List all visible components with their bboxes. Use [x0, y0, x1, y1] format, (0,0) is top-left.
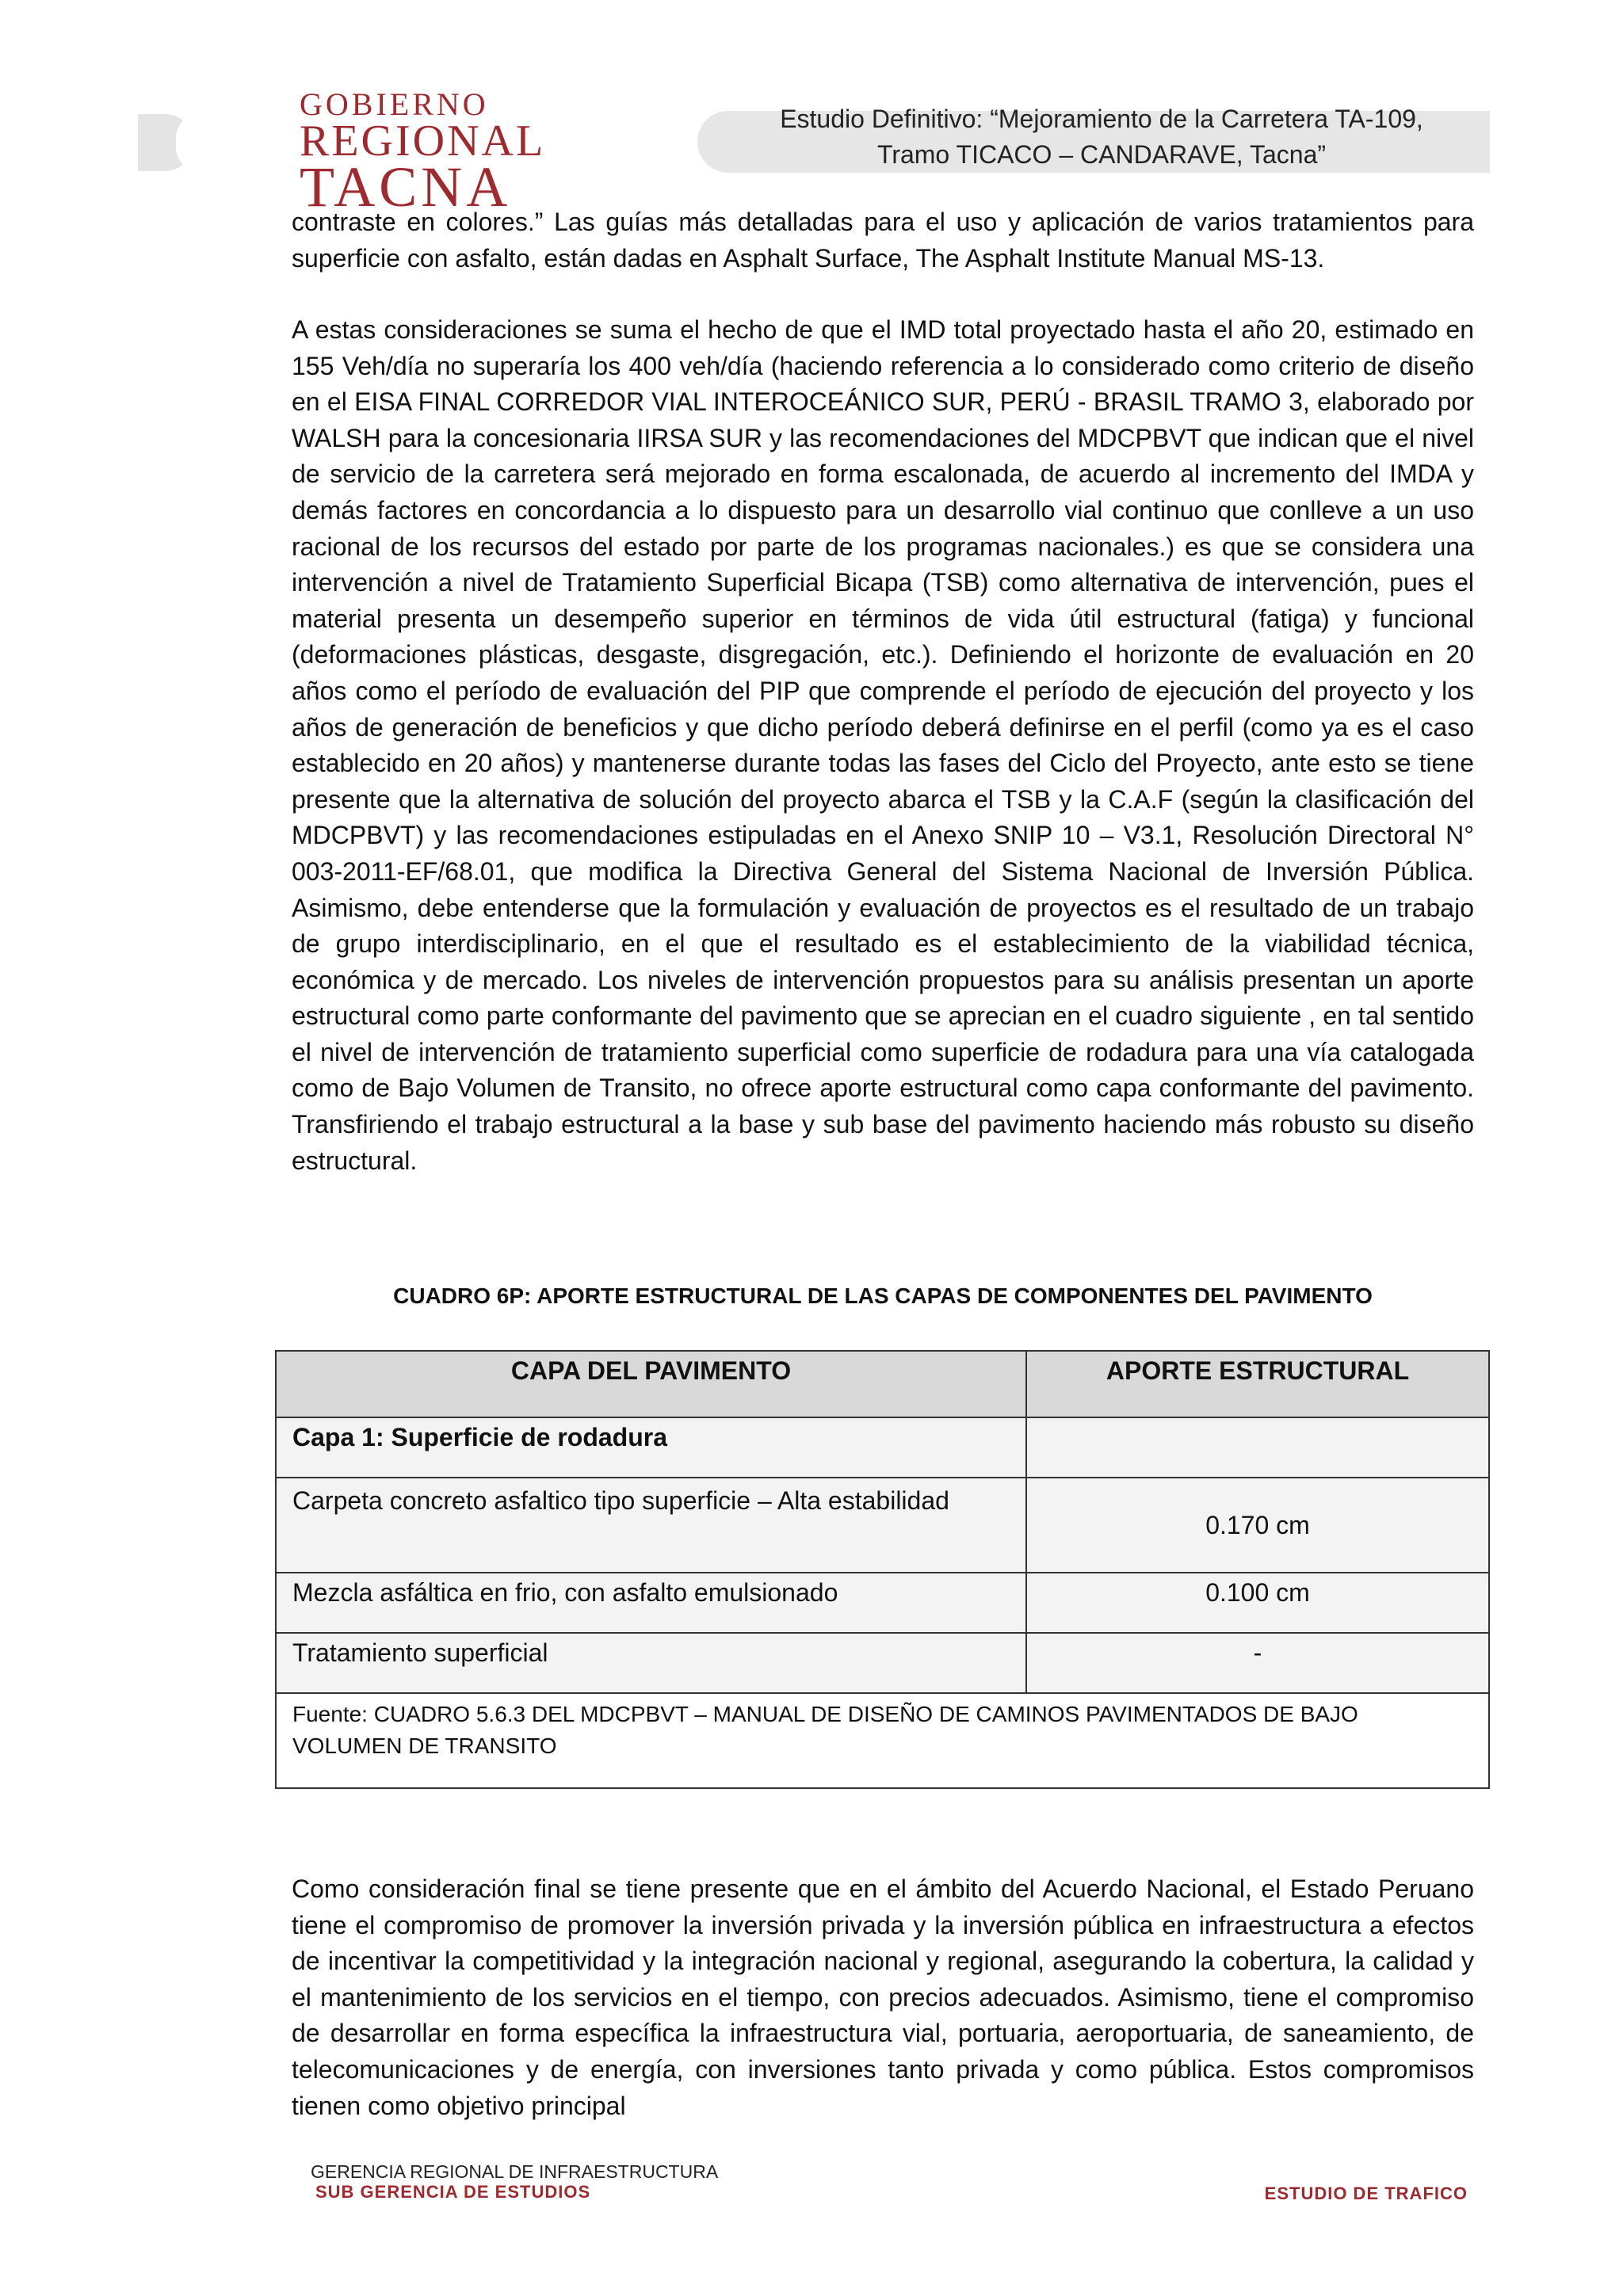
footer-gerencia: GERENCIA REGIONAL DE INFRAESTRUCTURA — [311, 2161, 719, 2182]
logo-line-1: GOBIERNO — [300, 86, 489, 122]
table-source-row — [276, 1693, 1489, 1788]
table-header-aporte: APORTE ESTRUCTURAL — [1026, 1351, 1489, 1417]
table-row — [276, 1417, 1489, 1478]
table-header-capa: CAPA DEL PAVIMENTO — [276, 1351, 1026, 1417]
header-band-left — [138, 114, 193, 171]
header-title-line-1: Estudio Definitivo: “Mejoramiento de la Carretera TA-109, — [780, 105, 1423, 133]
table-cell-capa: Tratamiento superficial — [276, 1633, 1026, 1693]
paragraph-2: A estas consideraciones se suma el hecho de que el IMD total proyectado hasta el año 20, estimado en 155 Veh/día no superaría los 400 veh/día (haciendo referencia a lo considerado como criterio de diseño en el EISA FINAL CORREDOR VIAL INTEROCEÁNICO SUR, PERÚ - BRASIL TRAMO 3, elaborado por WALSH para la concesionaria IIRSA SUR y las recomendaciones del MDCPBVT que indican que el nivel de servicio de la carretera será mejorado en forma escalonada, de acuerdo al incremento del IMDA y demás factores en concordancia a lo dispuesto para un desarrollo vial continuo que conlleve a un uso racional de los recursos del estado por parte de los programas nacionales.) es que se considera una intervención a nivel de Tratamiento Superficial Bicapa (TSB) como alternativa de intervención, pues el material presenta un desempeño superior en términos de vida útil estructural (fatiga) y funcional (deformaciones plásticas, desgaste, disgregación, etc.). Definiendo el horizonte de evaluación en 20 años como el período de evaluación del PIP que comprende el período de ejecución del proyecto y los años de generación de beneficios y que dicho período deberá definirse en el perfil (como ya es el caso establecido en 20 años) y mantenerse durante todas las fases del Ciclo del Proyecto, ante esto se tiene presente que la alternativa de solución del proyecto abarca el TSB y la C.A.F (según la clasificación del MDCPBVT) y las recomendaciones estipuladas en el Anexo SNIP 10 – V3.1, Resolución Directoral N° 003-2011-EF/68.01, que modifica la Directiva General del Sistema Nacional de Inversión Pública. Asimismo, debe entenderse que la formulación y evaluación de proyectos es el resultado de un trabajo de grupo interdisciplinario, en el que el resultado es el establecimiento de la viabilidad técnica, económica y de mercado. Los niveles de intervención propuestos para su análisis presentan un aporte estructural como parte conformante del pavimento que se aprecian en el cuadro siguiente , en tal sentido el nivel de intervención de tratamiento superficial como superficie de rodadura para una vía catalogada como de Bajo Volumen de Transito, no ofrece aporte estructural como capa conformante del pavimento. Transfiriendo el trabajo estructural a la base y sub base del pavimento haciendo más robusto su diseño estructural. — [292, 315, 1474, 1175]
gobierno-regional-tacna-logo — [300, 86, 617, 219]
table-cell-aporte: 0.170 cm — [1026, 1478, 1489, 1573]
footer-sub-gerencia: SUB GERENCIA DE ESTUDIOS — [315, 2182, 591, 2202]
table-cell-aporte: 0.100 cm — [1026, 1573, 1489, 1633]
table-row — [276, 1633, 1489, 1693]
paragraph-3: Como consideración final se tiene presente que en el ámbito del Acuerdo Nacional, el Estado Peruano tiene el compromiso de promover la inversión privada y la inversión pública en infraestructura a efectos de incentivar la competitividad y la integración nacional y regional, asegurando la cobertura, la calidad y el mantenimiento de los servicios en el tiempo, con precios adecuados. Asimismo, tiene el compromiso de desarrollar en forma específica la infraestructura vial, portuaria, aeroportuaria, de saneamiento, de telecomunicaciones y de energía, con inversiones tanto privada y como pública. Estos compromisos tienen como objetivo principal — [292, 1875, 1474, 2120]
table-caption: CUADRO 6P: APORTE ESTRUCTURAL DE LAS CAPAS DE COMPONENTES DEL PAVIMENTO — [393, 1283, 1373, 1308]
header-title-line-2: Tramo TICACO – CANDARAVE, Tacna” — [876, 140, 1327, 169]
table-header-row — [276, 1351, 1489, 1417]
aporte-estructural-table — [275, 1350, 1490, 1789]
table-cell-aporte: - — [1026, 1633, 1489, 1693]
table-row — [276, 1478, 1489, 1573]
footer-section-label: ESTUDIO DE TRAFICO — [1264, 2183, 1468, 2203]
table-cell-capa: Mezcla asfáltica en frio, con asfalto emulsionado — [276, 1573, 1026, 1633]
paragraph-1: contraste en colores.” Las guías más detalladas para el uso y aplicación de varios tratamientos para superficie con asfalto, están dadas en Asphalt Surface, The Asphalt Institute Manual MS-13. — [292, 208, 1474, 273]
table-cell-capa: Capa 1: Superficie de rodadura — [276, 1417, 1026, 1478]
table-source: Fuente: CUADRO 5.6.3 DEL MDCPBVT – MANUAL DE DISEÑO DE CAMINOS PAVIMENTADOS DE BAJO VOLUMEN DE TRANSITO — [276, 1693, 1489, 1788]
document-header-title — [745, 101, 1458, 173]
table-cell-aporte — [1026, 1417, 1489, 1478]
logo-line-2: REGIONAL — [300, 116, 546, 166]
logo-line-3: TACNA — [300, 155, 512, 219]
table-cell-capa: Carpeta concreto asfaltico tipo superficie – Alta estabilidad — [276, 1478, 1026, 1573]
table-row — [276, 1573, 1489, 1633]
